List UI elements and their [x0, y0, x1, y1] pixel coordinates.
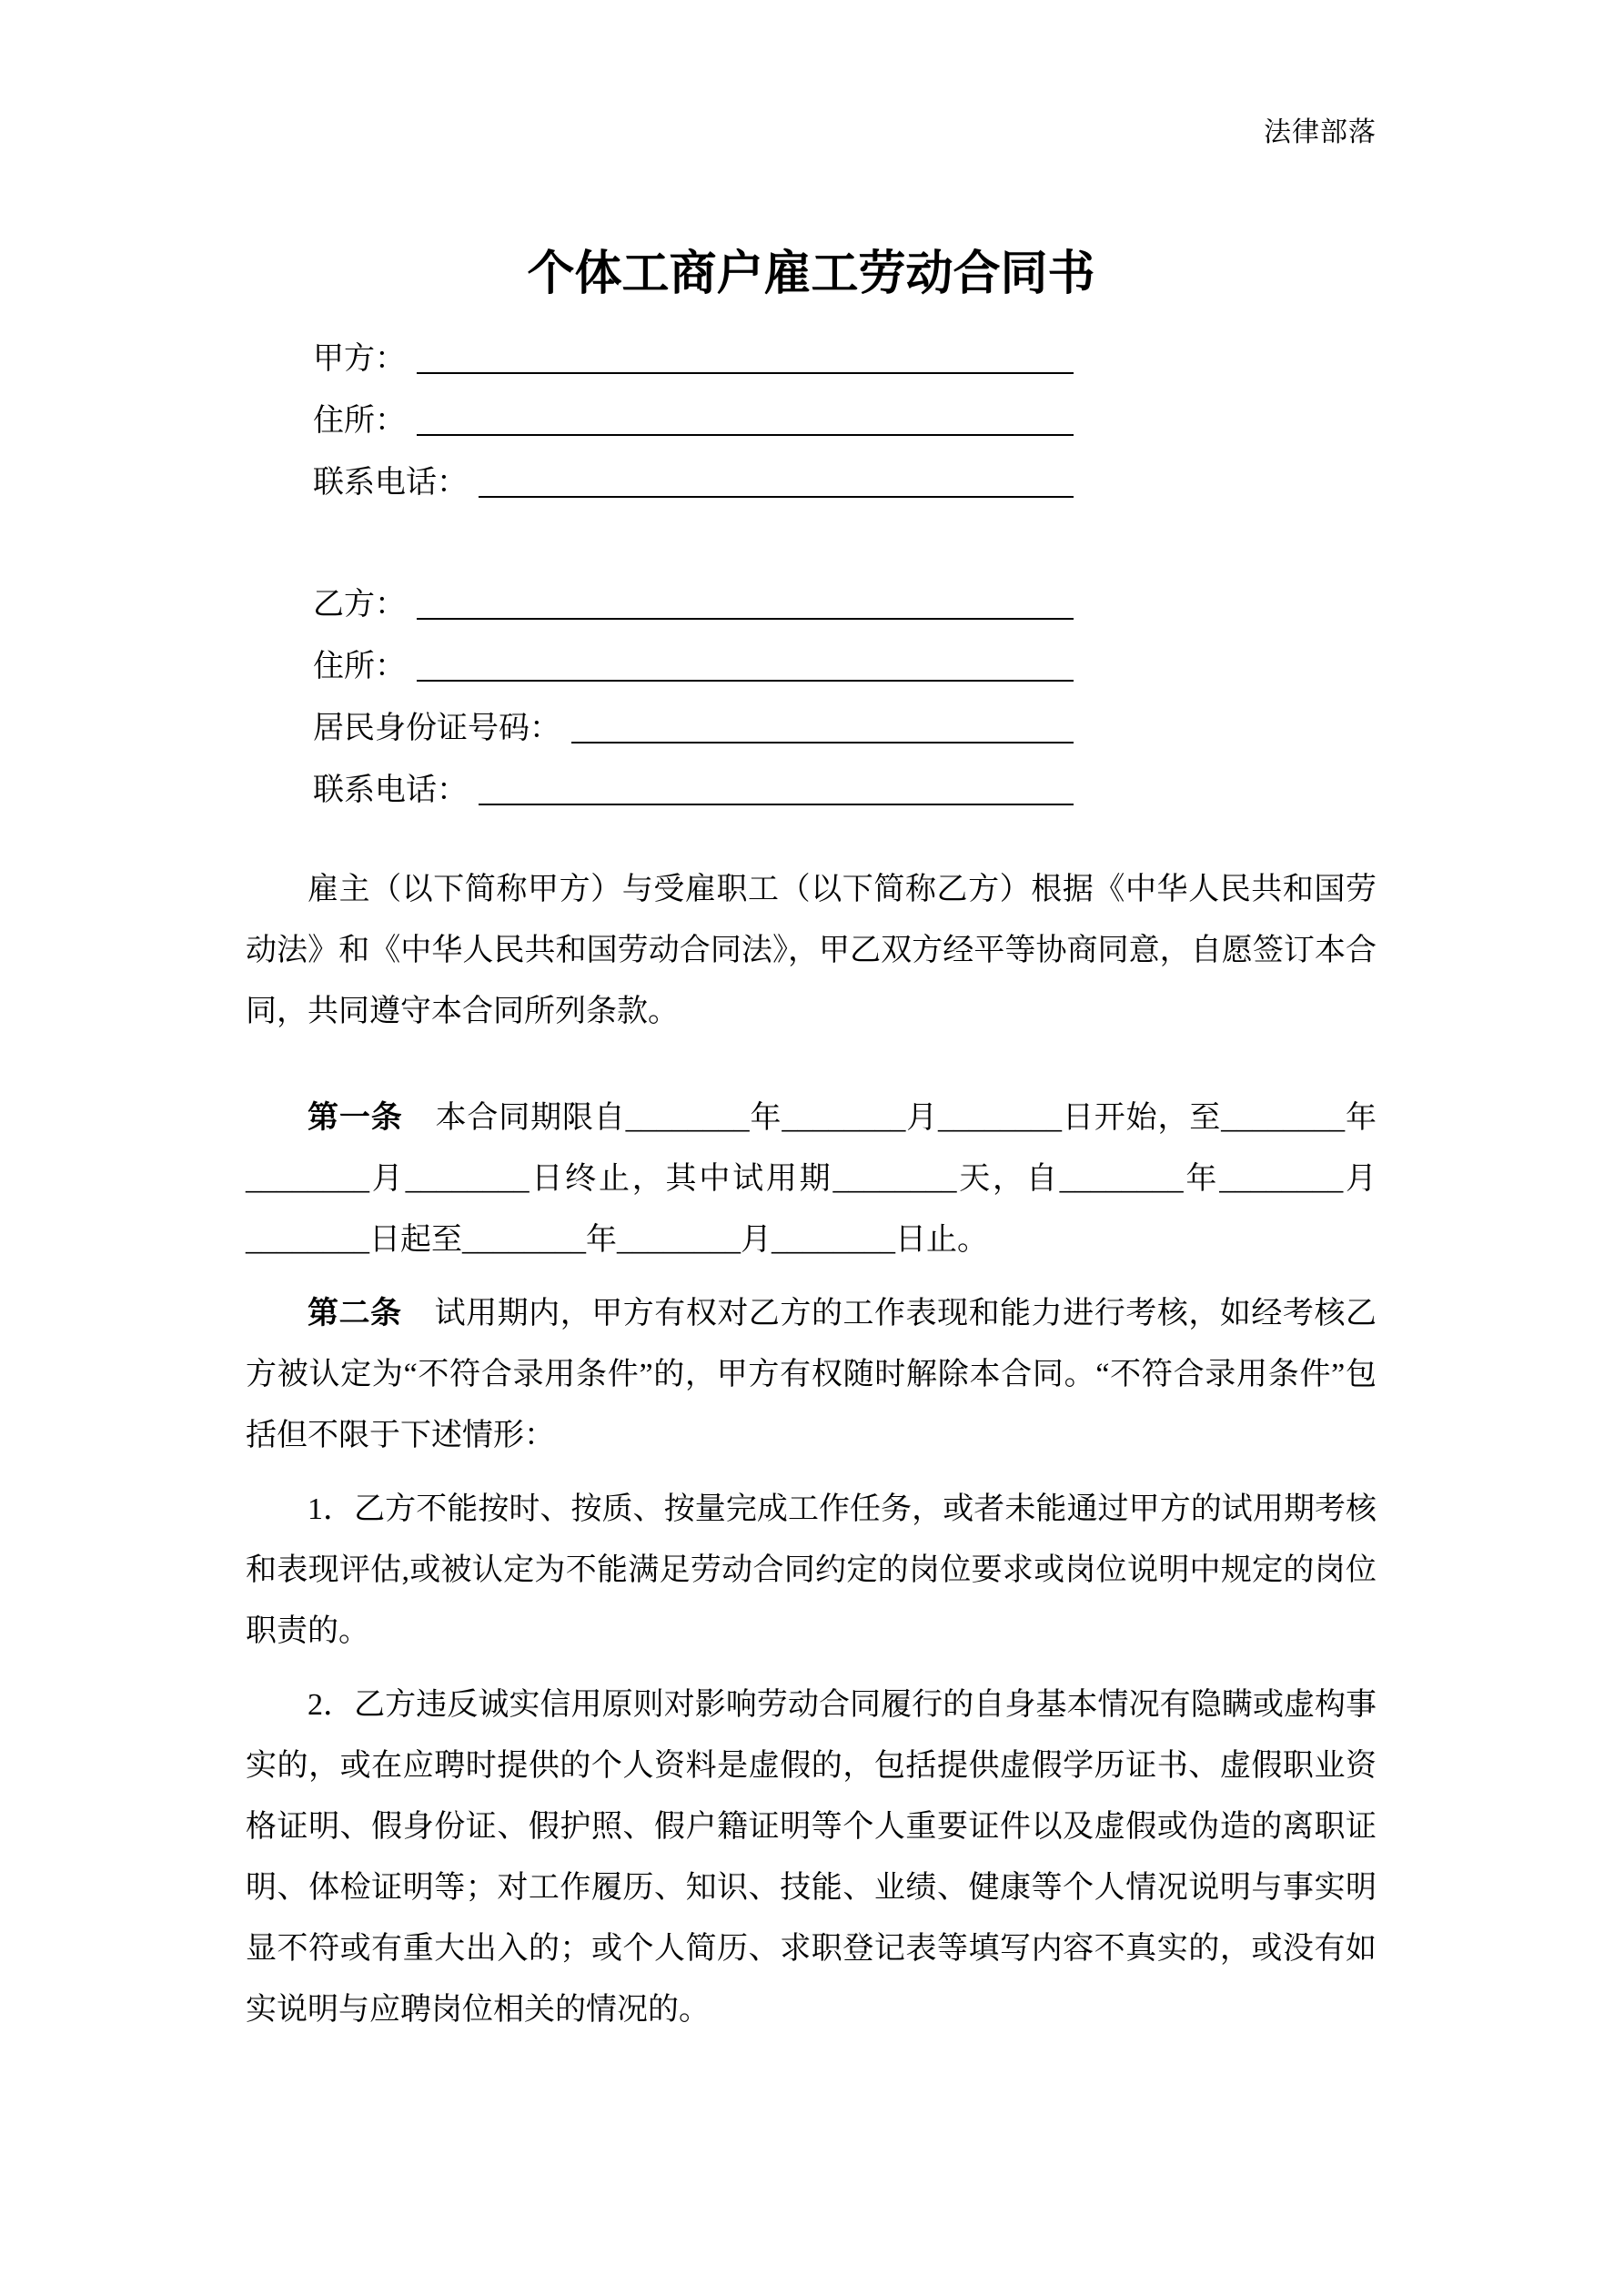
- clause-1-number: 第一条: [308, 1101, 403, 1135]
- field-label: 甲方：: [313, 342, 406, 376]
- field-label: 居民身份证号码：: [313, 712, 560, 745]
- page-title: 个体工商户雇工劳动合同书: [527, 248, 1095, 300]
- clause-2-number: 第二条: [308, 1297, 402, 1330]
- field-row-party-b-phone: [313, 760, 1074, 822]
- field-label: 联系电话：: [313, 466, 468, 500]
- field-label: 联系电话：: [313, 774, 468, 807]
- blank-line: [417, 680, 1074, 682]
- blank-line: [417, 618, 1074, 620]
- clause-1-paragraph: [246, 1087, 1377, 1270]
- clause-1-text: 本合同期限自________年________月________日开始，至________年________月________日终止，其中试用期________天，自________年________月________日起至________年________月________日止。: [246, 1101, 1377, 1257]
- brand-mark: 法律部落: [1264, 117, 1377, 147]
- party-b-fields: [313, 574, 1074, 822]
- clause-2-text: 试用期内，甲方有权对乙方的工作表现和能力进行考核，如经考核乙方被认定为“不符合录用条件”的，甲方有权随时解除本合同。“不符合录用条件”包括但不限于下述情形：: [246, 1297, 1377, 1452]
- field-row-party-b-name: [313, 574, 1074, 636]
- blank-line: [571, 742, 1074, 743]
- clause-2-paragraph: [246, 1283, 1377, 1466]
- party-a-fields: [313, 329, 1074, 514]
- field-row-party-a-address: [313, 390, 1074, 452]
- blank-line: [417, 372, 1074, 374]
- clause-2-item-1: 1．乙方不能按时、按质、按量完成工作任务，或者未能通过甲方的试用期考核和表现评估,或被认定为不能满足劳动合同约定的岗位要求或岗位说明中规定的岗位职责的。: [246, 1492, 1377, 1648]
- field-row-party-b-id-number: [313, 698, 1074, 760]
- field-label: 住所：: [313, 650, 406, 683]
- blank-line: [417, 434, 1074, 436]
- field-label: 住所：: [313, 404, 406, 438]
- blank-line: [479, 804, 1074, 805]
- field-row-party-a-name: [313, 329, 1074, 390]
- clause-2-item-2: 2．乙方违反诚实信用原则对影响劳动合同履行的自身基本情况有隐瞒或虚构事实的，或在应聘时提供的个人资料是虚假的，包括提供虚假学历证书、虚假职业资格证明、假身份证、假护照、假户籍证明等个人重要证件以及虚假或伪造的离职证明、体检证明等；对工作履历、知识、技能、业绩、健康等个人情况说明与事实明显不符或有重大出入的；或个人简历、求职登记表等填写内容不真实的，或没有如实说明与应聘岗位相关的情况的。: [246, 1688, 1377, 2027]
- blank-line: [479, 496, 1074, 498]
- field-row-party-b-address: [313, 636, 1074, 698]
- field-row-party-a-phone: [313, 452, 1074, 514]
- field-label: 乙方：: [313, 588, 406, 622]
- intro-paragraph: 雇主（以下简称甲方）与受雇职工（以下简称乙方）根据《中华人民共和国劳动法》和《中华人民共和国劳动合同法》，甲乙双方经平等协商同意，自愿签订本合同，共同遵守本合同所列条款。: [246, 873, 1377, 1028]
